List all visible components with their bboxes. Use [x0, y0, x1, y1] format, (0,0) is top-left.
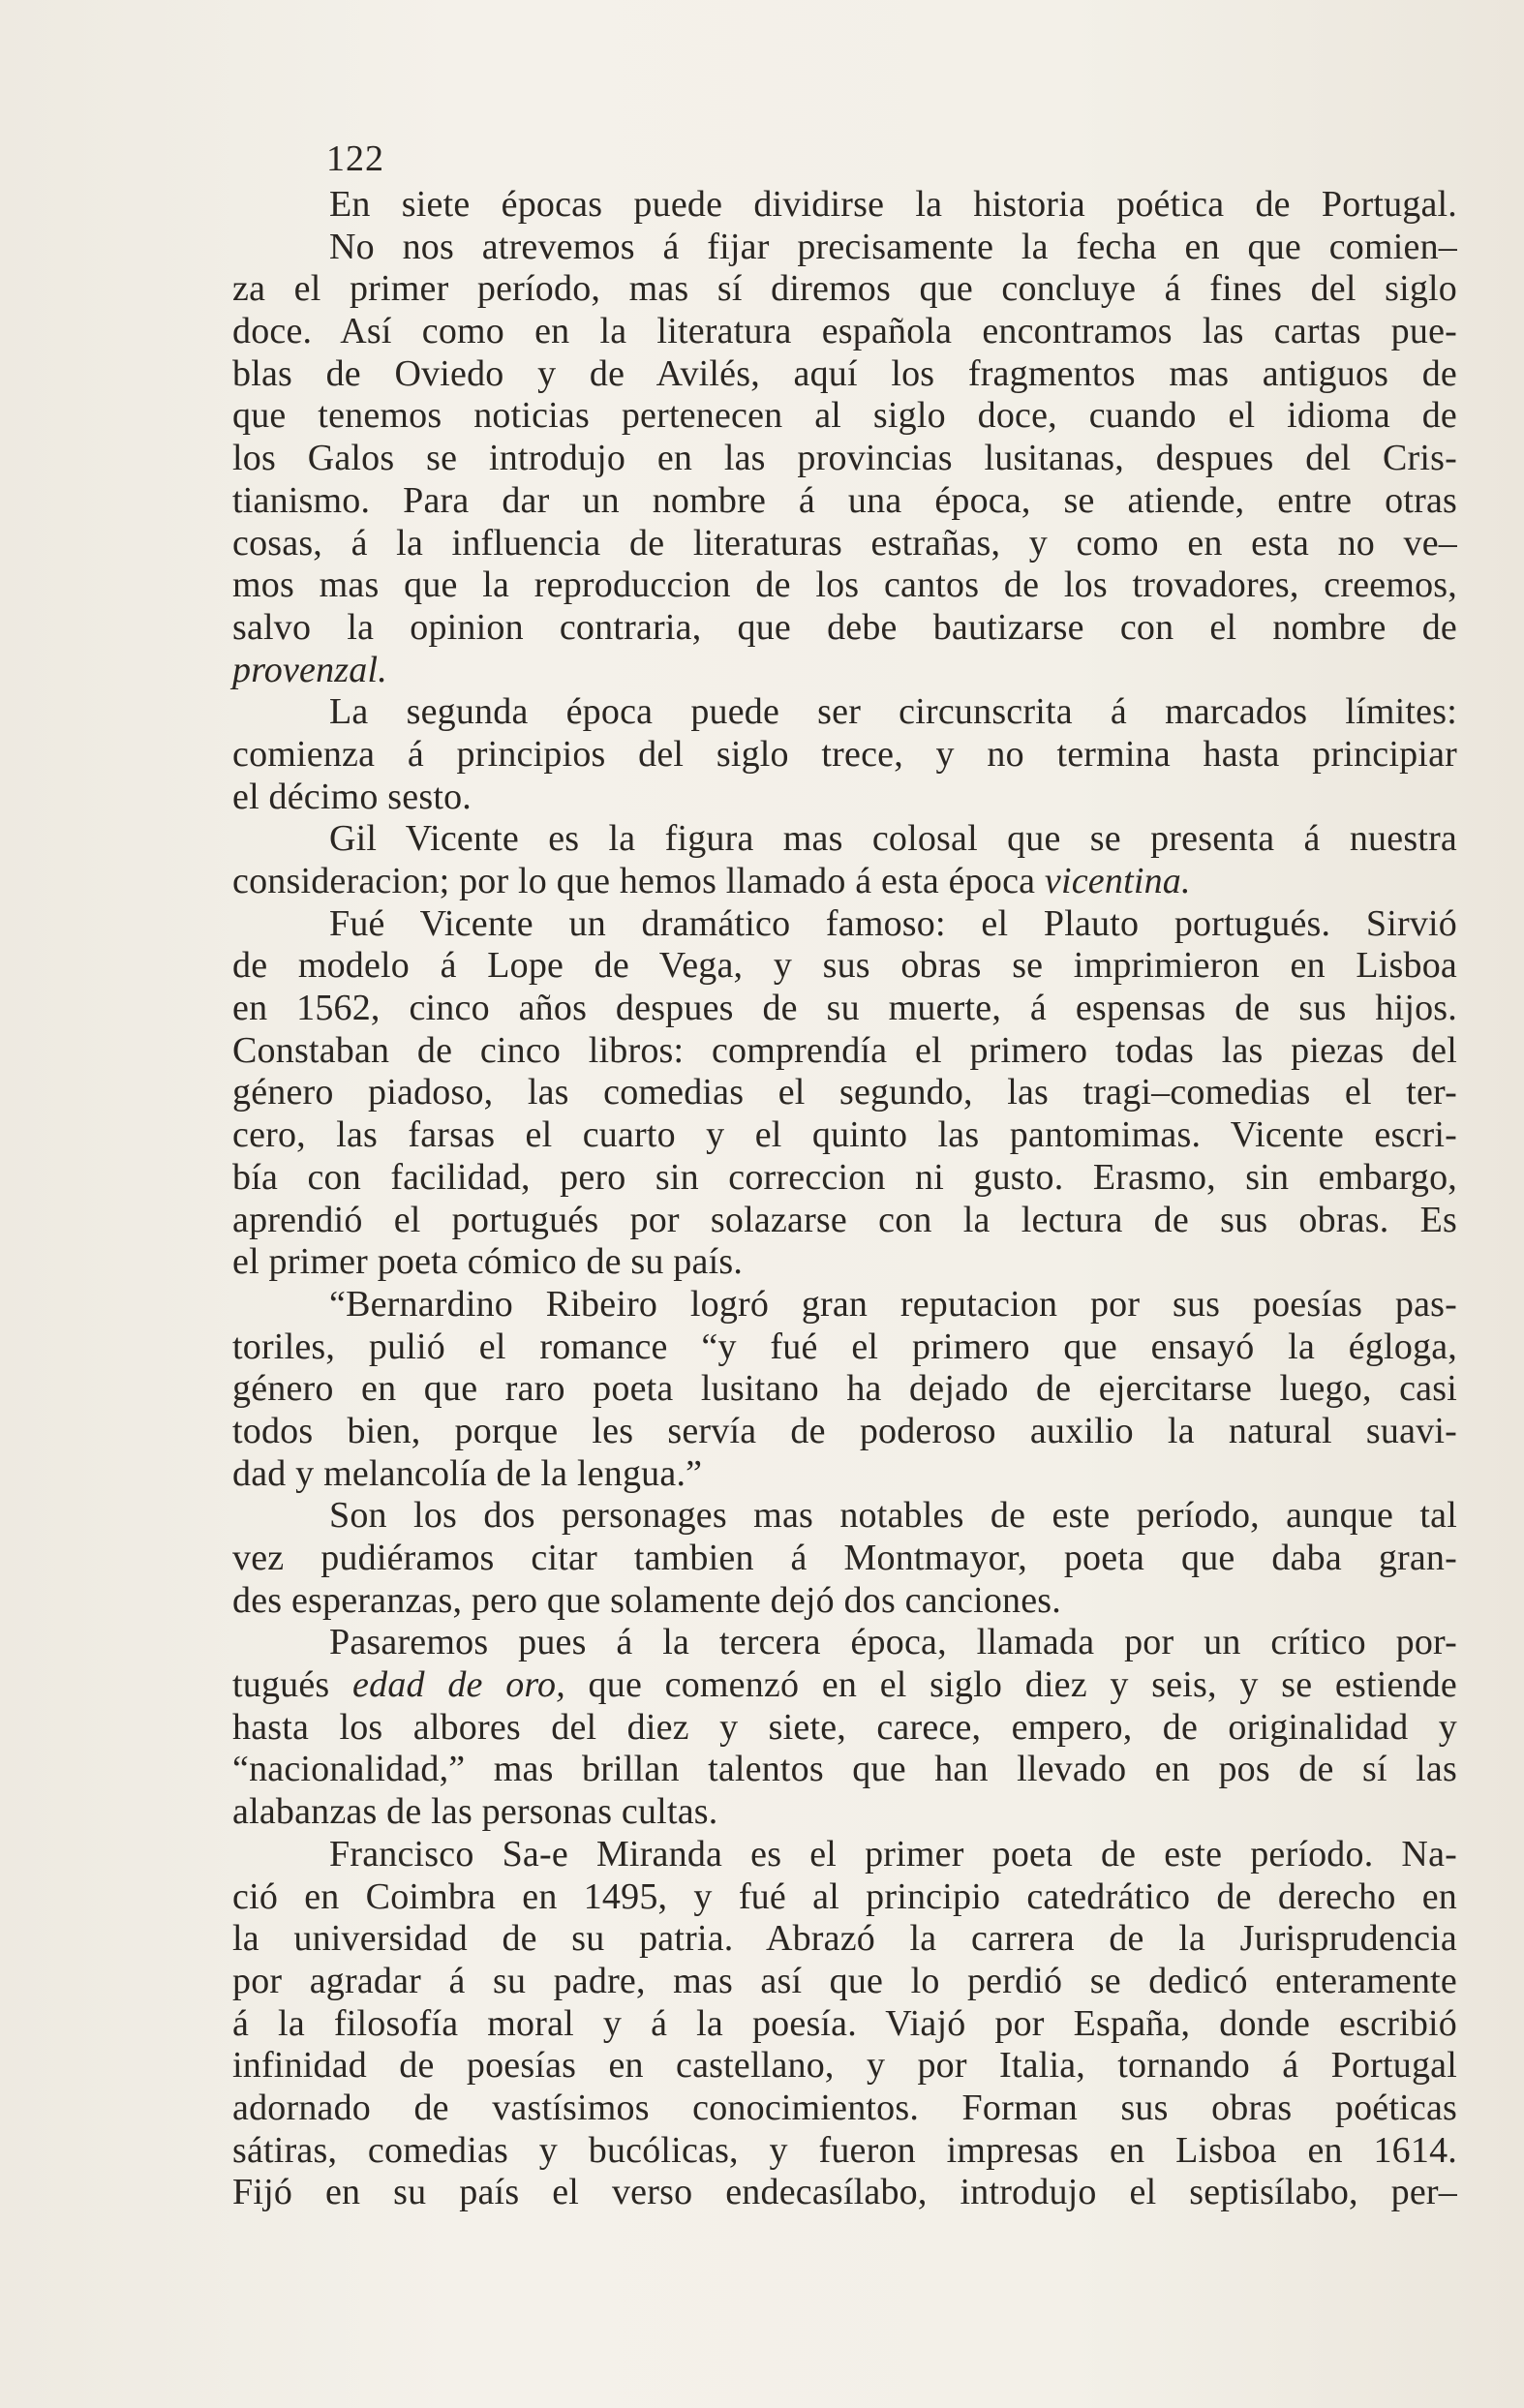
text-line: la universidad de su patria. Abrazó la carrera de la Jurisprudencia: [232, 1918, 1457, 1960]
text-line: los Galos se introdujo en las provincias lusitanas, despues del Cris-: [232, 438, 1457, 479]
text-line: Fijó en su país el verso endecasílabo, introdujo el septisílabo, per–: [232, 2172, 1457, 2213]
text-line: consideracion; por lo que hemos llamado á esta época vicentina.: [232, 861, 1191, 901]
text-line: tianismo. Para dar un nombre á una época, se atiende, entre otras: [232, 479, 1457, 521]
text-line: el primer poeta cómico de su país.: [232, 1241, 744, 1283]
text-line: comienza á principios del siglo trece, y no termina hasta principiar: [232, 733, 1457, 775]
text-line: salvo la opinion contraria, que debe bautizarse con el nombre de: [232, 606, 1457, 648]
text-line: aprendió el portugués por solazarse con la lectura de sus obras. Es: [232, 1199, 1457, 1240]
text-line: La segunda época puede ser circunscrita á marcados límites:: [329, 691, 1457, 733]
text-line: el décimo sesto.: [232, 776, 472, 817]
page-number: 122: [326, 138, 384, 179]
text-line: en 1562, cinco años despues de su muerte, á espensas de sus hijos.: [232, 988, 1457, 1029]
text-line: género en que raro poeta lusitano ha dejado de ejercitarse luego, casi: [232, 1368, 1457, 1410]
text-line: hasta los albores del diez y siete, carece, empero, de originalidad y: [232, 1706, 1457, 1748]
text-line: Francisco Sa-e Miranda es el primer poeta de este período. Na-: [329, 1833, 1457, 1875]
text-line: ció en Coimbra en 1495, y fué al principio catedrático de derecho en: [232, 1875, 1457, 1917]
text-line: “nacionalidad,” mas brillan talentos que han llevado en pos de sí las: [232, 1749, 1457, 1790]
text-line: alabanzas de las personas cultas.: [232, 1791, 718, 1833]
text-line: blas de Oviedo y de Avilés, aquí los fragmentos mas antiguos de: [232, 352, 1457, 394]
text-line: Fué Vicente un dramático famoso: el Plauto portugués. Sirvió: [329, 902, 1457, 944]
text-line: doce. Así como en la literatura española encontramos las cartas pue-: [232, 311, 1457, 352]
text-line: mos mas que la reproduccion de los cantos de los trovadores, creemos,: [232, 564, 1457, 606]
text-line: No nos atrevemos á fijar precisamente la fecha en que comien–: [329, 226, 1457, 267]
text-line: á la filosofía moral y á la poesía. Viajó por España, donde escribió: [232, 2002, 1457, 2044]
italic-term: provenzal.: [232, 649, 387, 690]
text-line: todos bien, porque les servía de poderoso auxilio la natural suavi-: [232, 1410, 1457, 1451]
text-line: bía con facilidad, pero sin correccion ni gusto. Erasmo, sin embargo,: [232, 1156, 1457, 1198]
text-line: cero, las farsas el cuarto y el quinto las pantomimas. Vicente escri-: [232, 1114, 1457, 1156]
text-line: [232, 650, 1457, 692]
text-line: dad y melancolía de la lengua.”: [232, 1452, 703, 1494]
text-line: tugués edad de oro, que comenzó en el siglo diez y seis, y se estiende: [232, 1664, 1457, 1706]
text-line: Gil Vicente es la figura mas colosal que se presenta á nuestra: [329, 818, 1457, 860]
italic-term: edad de oro,: [352, 1664, 565, 1706]
text-line: Son los dos personages mas notables de este período, aunque tal: [329, 1495, 1457, 1537]
text-line: toriles, pulió el romance “y fué el primero que ensayó la égloga,: [232, 1326, 1457, 1367]
text-line: de modelo á Lope de Vega, y sus obras se imprimieron en Lisboa: [232, 945, 1457, 987]
text-line: Pasaremos pues á la tercera época, llamada por un crítico por-: [329, 1622, 1457, 1663]
text-line: infinidad de poesías en castellano, y por Italia, tornando á Portugal: [232, 2045, 1457, 2087]
text-line: sátiras, comedias y bucólicas, y fueron impresas en Lisboa en 1614.: [232, 2129, 1457, 2171]
text-line: Constaban de cinco libros: comprendía el primero todas las piezas del: [232, 1029, 1457, 1071]
text-line: que tenemos noticias pertenecen al siglo doce, cuando el idioma de: [232, 395, 1457, 437]
text-line: adornado de vastísimos conocimientos. Forman sus obras poéticas: [232, 2087, 1457, 2128]
text-line: género piadoso, las comedias el segundo, las tragi–comedias el ter-: [232, 1072, 1457, 1113]
text-line: za el primer período, mas sí diremos que concluye á fines del siglo: [232, 268, 1457, 310]
text-line: “Bernardino Ribeiro logró gran reputacion por sus poesías pas-: [329, 1283, 1457, 1325]
body-text: [232, 184, 1457, 2214]
text-line: por agradar á su padre, mas así que lo perdió se dedicó enteramente: [232, 1960, 1457, 2001]
text-line: En siete épocas puede dividirse la historia poética de Portugal.: [329, 184, 1457, 225]
italic-term: vicentina.: [1044, 861, 1191, 901]
text-line: cosas, á la influencia de literaturas estrañas, y como en esta no ve–: [232, 522, 1457, 564]
text-line: des esperanzas, pero que solamente dejó dos canciones.: [232, 1579, 1061, 1621]
text-line: vez pudiéramos citar tambien á Montmayor, poeta que daba gran-: [232, 1538, 1457, 1578]
